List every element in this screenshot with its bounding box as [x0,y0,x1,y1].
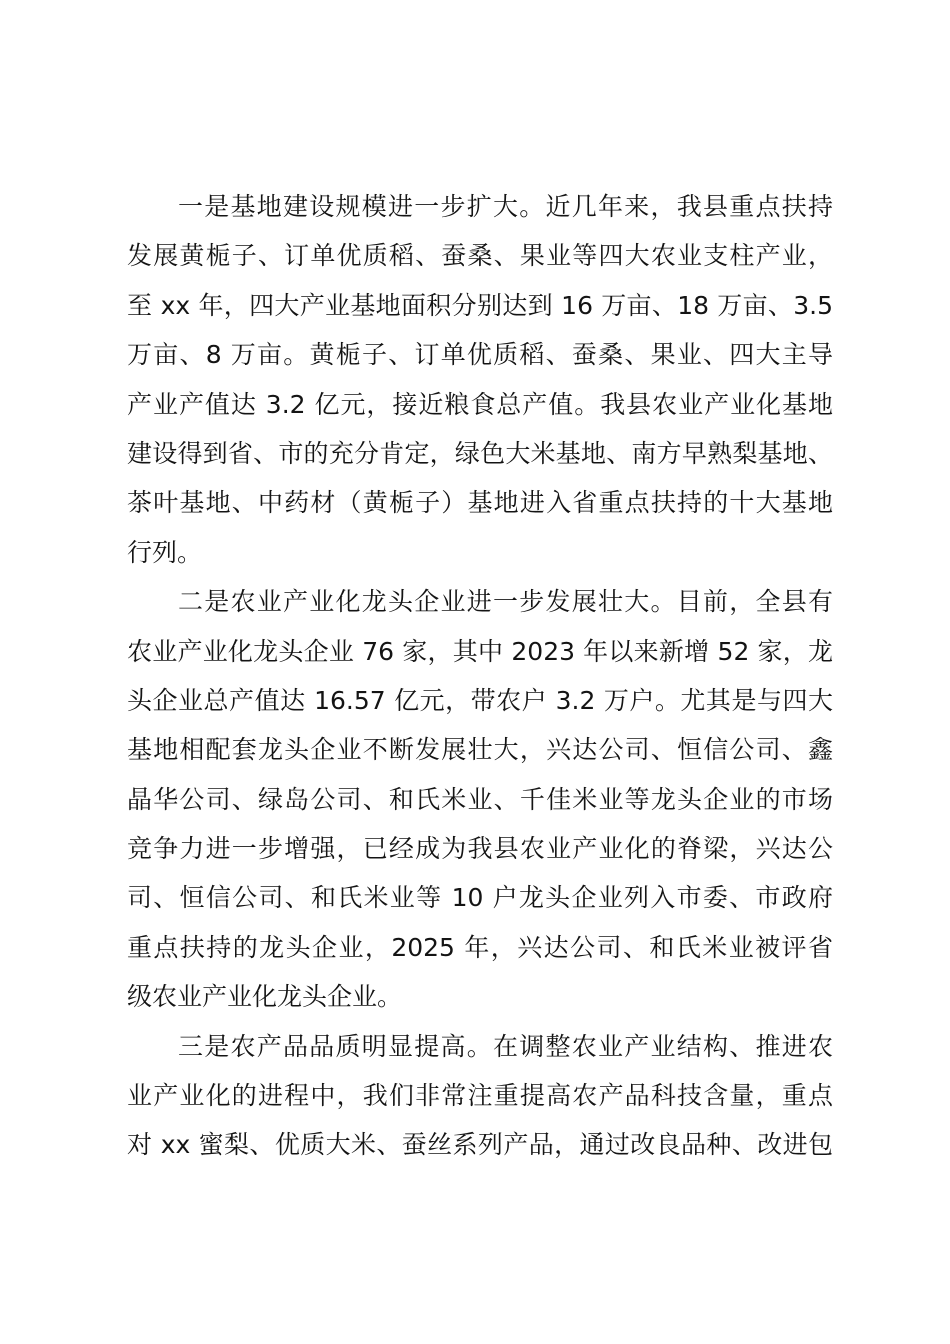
paragraph-line: 业产业化的进程中，我们非常注重提高农产品科技含量，重点 [127,1081,833,1111]
document-body [127,182,833,1170]
paragraph-line: 头企业总产值达 16.57 亿元，带农户 3.2 万户。尤其是与四大 [127,685,833,715]
paragraph-line: 竞争力进一步增强，已经成为我县农业产业化的脊梁，兴达公 [127,834,833,864]
paragraph-line: 一是基地建设规模进一步扩大。近几年来，我县重点扶持 [178,192,833,221]
paragraph-line: 晶华公司、绿岛公司、和氏米业、千佳米业等龙头企业的市场 [127,784,833,814]
paragraph-base-construction [127,182,833,577]
paragraph-line: 至 xx 年，四大产业基地面积分别达到 16 万亩、18 万亩、3.5 [127,290,833,320]
paragraph-line: 基地相配套龙头企业不断发展壮大，兴达公司、恒信公司、鑫 [127,735,833,765]
paragraph-line: 茶叶基地、中药材（黄栀子）基地进入省重点扶持的十大基地 [127,488,833,518]
paragraph-line: 三是农产品品质明显提高。在调整农业产业结构、推进农 [178,1031,833,1061]
paragraph-line: 产业产值达 3.2 亿元，接近粮食总产值。我县农业产业化基地 [127,389,833,419]
paragraph-leading-enterprises [127,577,833,1022]
paragraph-line: 级农业产业化龙头企业。 [127,982,403,1012]
paragraph-line: 万亩、8 万亩。黄栀子、订单优质稻、蚕桑、果业、四大主导 [127,340,833,370]
paragraph-line: 建设得到省、市的充分肯定，绿色大米基地、南方早熟梨基地、 [127,438,833,468]
paragraph-line: 重点扶持的龙头企业，2025 年，兴达公司、和氏米业被评省 [127,932,833,962]
paragraph-line: 司、恒信公司、和氏米业等 10 户龙头企业列入市委、市政府 [127,883,833,913]
paragraph-line: 对 xx 蜜梨、优质大米、蚕丝系列产品，通过改良品种、改进包 [127,1130,833,1160]
paragraph-product-quality [127,1022,833,1170]
paragraph-line: 二是农业产业化龙头企业进一步发展壮大。目前，全县有 [178,587,833,617]
paragraph-line: 行列。 [127,537,203,567]
paragraph-line: 发展黄栀子、订单优质稻、蚕桑、果业等四大农业支柱产业， [127,241,833,271]
paragraph-line: 农业产业化龙头企业 76 家，其中 2023 年以来新增 52 家，龙 [127,636,833,666]
